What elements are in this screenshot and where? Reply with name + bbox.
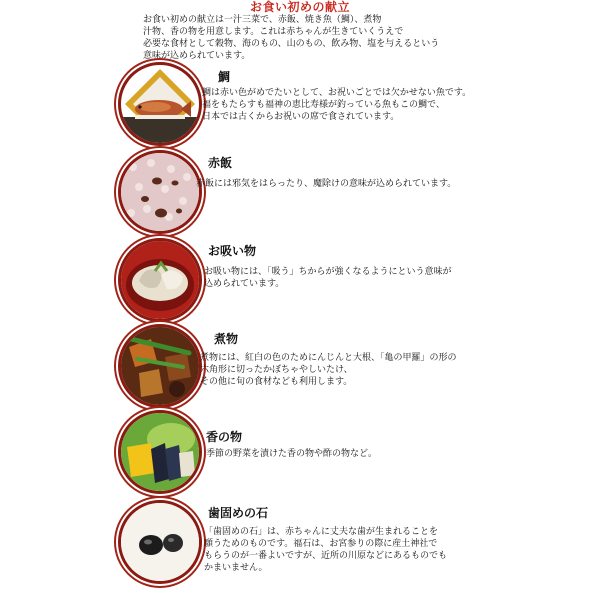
sekihan-icon (118, 150, 202, 234)
item-heading: 鯛 (218, 70, 231, 84)
description-line: 季節の野菜を漬けた香の物や酢の物など。 (206, 449, 378, 459)
page-title: お食い初めの献立 (249, 0, 350, 14)
description-line: 鯛は赤い色がめでたいとして、お祝いごとでは欠かせない魚です。 (202, 88, 472, 98)
item-description (204, 526, 447, 574)
description-line: 六角形に切ったかぼちゃやしいたけ、 (200, 365, 353, 375)
description-line: 願うためのものです。福石は、お宮参りの際に産土神社で (204, 539, 438, 549)
description-line: かまいません。 (204, 563, 268, 573)
pickles-icon (118, 410, 202, 494)
clear-soup-icon (118, 238, 202, 322)
item-description (204, 266, 452, 290)
intro-line: 必要な食材として穀物、海のもの、山のもの、飲み物、塩を与えるという (143, 39, 440, 49)
nimono-icon (118, 324, 202, 408)
item-description (202, 87, 471, 123)
item-heading: 赤飯 (208, 156, 233, 170)
item-heading: 煮物 (214, 332, 239, 346)
description-line: その他に旬の食材なども利用します。 (200, 377, 353, 387)
intro-text (143, 14, 473, 62)
description-line: 赤飯には邪気をはらったり、魔除けの意味が込められています。 (196, 179, 457, 189)
description-line: 「歯固めの石」は、赤ちゃんに丈夫な歯が生まれることを (204, 527, 439, 537)
item-description (200, 352, 457, 388)
item-heading: 歯固めの石 (208, 506, 269, 520)
description-line: 日本では古くからお祝いの席で食されています。 (202, 112, 400, 122)
item-heading: 香の物 (206, 430, 243, 444)
description-line: もらうのが一番よいですが、近所の川原などにあるものでも (204, 551, 448, 561)
teething-stones-icon (118, 500, 202, 584)
item-heading: お吸い物 (208, 244, 257, 258)
item-description (206, 448, 377, 460)
description-line: 煮物には、紅白の色のためにんじんと大根、「亀の甲羅」の形の (200, 353, 457, 363)
description-line: お吸い物には、「吸う」ちからが強くなるようにという意味が (204, 267, 452, 277)
description-line: 込められています。 (204, 279, 285, 289)
intro-line: 意味が込められています。 (143, 51, 251, 61)
description-line: 福をもたらすも福神の恵比寿様が釣っている魚もこの鯛で、 (202, 100, 445, 110)
intro-line: お食い初めの献立は一汁三菜で、赤飯、焼き魚（鯛）、煮物 (143, 15, 382, 25)
sea-bream-icon (118, 62, 202, 146)
intro-line: 汁物、香の物を用意します。これは赤ちゃんが生きていくうえで (143, 27, 404, 37)
item-description (196, 178, 456, 190)
